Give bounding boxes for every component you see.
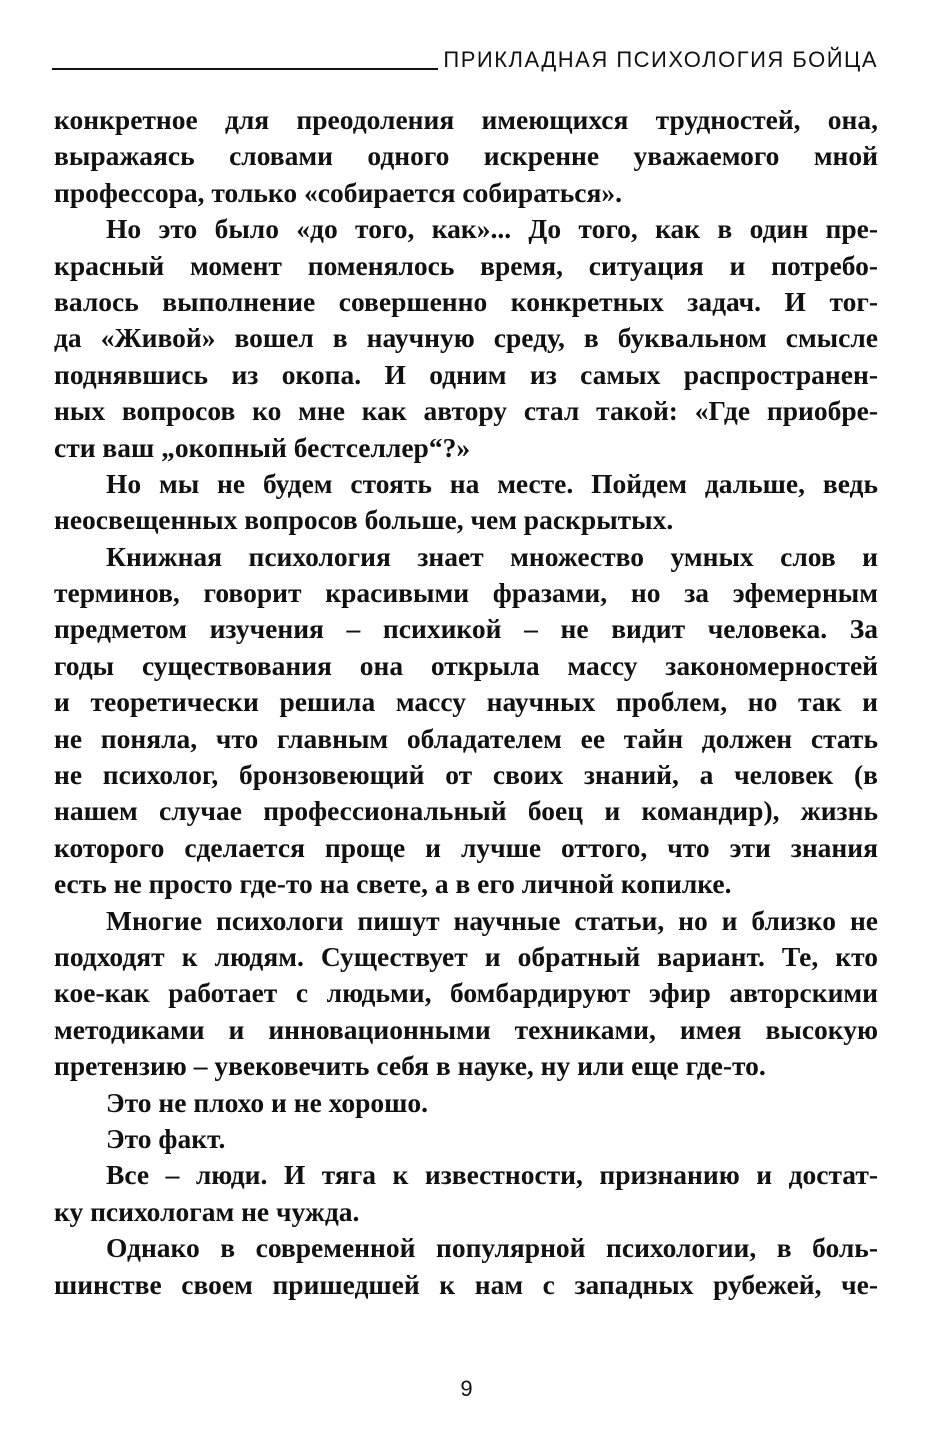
text-line: шинстве своем пришедшей к нам с западных рубежей, че- xyxy=(54,1268,878,1300)
text-line: валось выполнение совершенно конкретных задач. И тог- xyxy=(54,285,878,317)
text-line: неосвещенных вопросов больше, чем раскрытых. xyxy=(54,504,674,536)
text-line: и теоретически решила массу научных проблем, но так и xyxy=(54,686,878,718)
text-line: ных вопросов ко мне как автору стал такой: «Где приобре- xyxy=(54,395,878,427)
text-line: предметом изучения – психикой – не видит человека. За xyxy=(54,613,878,645)
text-line: Многие психологи пишут научные статьи, но и близко не xyxy=(106,904,878,936)
text-line: не психолог, бронзовеющий от своих знаний, а человек (в xyxy=(54,759,878,791)
text-line: есть не просто где-то на свете, а в его личной копилке. xyxy=(54,868,732,900)
text-line: подходят к людям. Существует и обратный вариант. Те, кто xyxy=(54,940,878,972)
body-text xyxy=(54,102,878,1303)
text-line: Это не плохо и не хорошо. xyxy=(106,1086,428,1118)
text-line: сти ваш „окопный бестселлер“?» xyxy=(54,431,471,463)
text-line: годы существования она открыла массу закономерностей xyxy=(54,649,878,681)
text-line: выражаясь словами одного искренне уважаемого мной xyxy=(54,140,878,172)
header-title: ПРИКЛАДНАЯ ПСИХОЛОГИЯ БОЙЦА xyxy=(443,47,878,72)
text-line: нашем случае профессиональный боец и командир), жизнь xyxy=(54,795,878,827)
text-line: Но это было «до того, как»... До того, как в один пре- xyxy=(106,213,878,245)
text-line: Это факт. xyxy=(106,1122,226,1154)
page-number: 9 xyxy=(460,1376,473,1401)
text-line: поднявшись из окопа. И одним из самых распространен- xyxy=(54,358,878,390)
text-line: терминов, говорит красивыми фразами, но за эфемерным xyxy=(54,577,878,609)
text-line: конкретное для преодоления имеющихся трудностей, она, xyxy=(54,104,878,135)
text-line: Книжная психология знает множество умных слов и xyxy=(106,540,878,572)
text-line: не поняла, что главным обладателем ее тайн должен стать xyxy=(54,722,878,754)
text-line: которого сделается проще и лучше оттого, что эти знания xyxy=(54,831,878,863)
text-line: Однако в современной популярной психологии, в боль- xyxy=(106,1232,878,1264)
text-line: профессора, только «собирается собираться». xyxy=(54,176,623,208)
text-line: кое-как работает с людьми, бомбардируют эфир авторскими xyxy=(54,977,878,1009)
text-line: Все – люди. И тяга к известности, признанию и достат- xyxy=(106,1159,878,1191)
text-line: красный момент поменялось время, ситуация и потребо- xyxy=(54,249,878,281)
running-header xyxy=(52,44,878,76)
text-line: ку психологам не чужда. xyxy=(54,1195,360,1227)
header-rule xyxy=(52,68,438,70)
text-line: претензию – увековечить себя в науке, ну или еще где-то. xyxy=(54,1050,766,1082)
text-line: методиками и инновационными техниками, имея высокую xyxy=(54,1013,878,1045)
text-line: Но мы не будем стоять на месте. Пойдем дальше, ведь xyxy=(106,467,878,499)
text-line: да «Живой» вошел в научную среду, в буквальном смысле xyxy=(54,322,878,354)
